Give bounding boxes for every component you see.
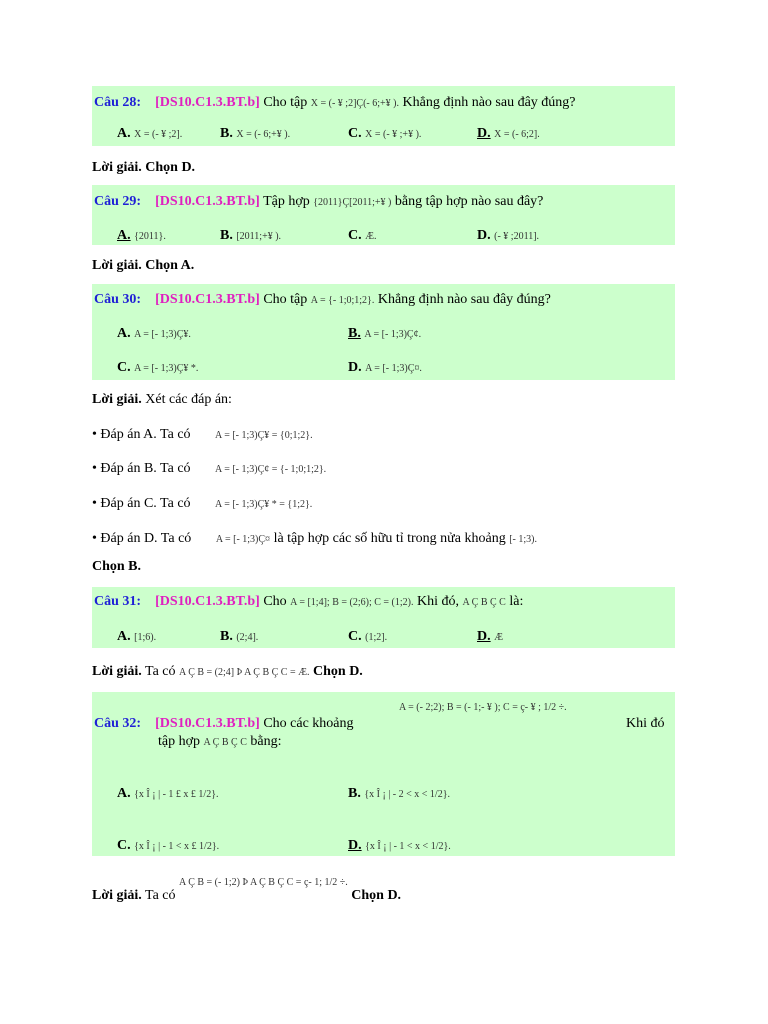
option-a-label: A.: [117, 326, 131, 341]
solution-text: Ta có: [145, 664, 176, 679]
bullet-text: • Đáp án D. Ta có: [92, 531, 192, 546]
question-code: [DS10.C1.3.BT.b]: [155, 95, 260, 110]
bullet-math: A = [- 1;3)Ç¥ = {0;1;2}.: [215, 430, 313, 441]
math-expression: A = [1;4]; B = (2;6); C = (1;2).: [290, 597, 414, 608]
question-text: bằng tập hợp nào sau đây?: [394, 194, 544, 209]
option-b-label: B.: [220, 228, 233, 243]
question-32-box: [92, 692, 675, 856]
question-29-box: [92, 185, 675, 245]
option-c-label: C.: [348, 126, 362, 141]
question-code: [DS10.C1.3.BT.b]: [155, 594, 260, 609]
bullet-text: • Đáp án B. Ta có: [92, 461, 191, 476]
option-c-label: C.: [348, 228, 362, 243]
option-c-math: Æ.: [365, 231, 377, 242]
option-c-label: C.: [348, 629, 362, 644]
bullet-d: [92, 531, 537, 547]
bullet-math: A = [- 1;3)Ç¢ = {- 1;0;1;2}.: [215, 464, 327, 475]
bullet-tail: là tập hợp các số hữu tỉ trong nửa khoảng: [273, 531, 506, 546]
option-a-math: {2011}.: [134, 231, 166, 242]
question-text: Cho các khoảng: [263, 716, 354, 731]
solution-30: [92, 392, 232, 408]
option-a-label: A.: [117, 228, 131, 243]
option-b-math: X = (- 6;+¥ ).: [236, 129, 291, 140]
option-c-math: X = (- ¥ ;+¥ ).: [365, 129, 422, 140]
question-code: [DS10.C1.3.BT.b]: [155, 194, 260, 209]
bullet-text: • Đáp án C. Ta có: [92, 496, 191, 511]
solution-label: Lời giải.: [92, 888, 142, 903]
solution-text: Xét các đáp án:: [145, 392, 232, 407]
option-b-math: A = [- 1;3)Ç¢.: [364, 329, 422, 340]
question-number: Câu 29:: [94, 194, 142, 209]
option-a-label: A.: [117, 629, 131, 644]
solution-28: Lời giải. Chọn D.: [92, 160, 196, 175]
option-d-label: D.: [348, 360, 362, 375]
option-d-label: D.: [477, 228, 491, 243]
choose-31: Chọn D.: [313, 664, 363, 679]
question-number: Câu 32:: [94, 716, 142, 731]
math-expression: X = (- ¥ ;2]Ç(- 6;+¥ ).: [310, 98, 399, 109]
option-b-math: {x Î ¡ | - 2 < x < 1/2}.: [364, 789, 450, 800]
question-text-2: tập hợp: [158, 734, 201, 749]
option-b-label: B.: [220, 629, 233, 644]
option-d-label: D.: [477, 126, 491, 141]
question-text: Tập hợp: [263, 194, 310, 209]
bullet-b: [92, 461, 326, 477]
option-b-math: (2;4].: [236, 632, 259, 643]
question-text: Cho tập: [263, 292, 308, 307]
option-d-math: (- ¥ ;2011].: [494, 231, 540, 242]
math-expression: A = (- 2;2); B = (- 1;- ¥ ); C = ç- ¥ ; 1/2 ÷.: [399, 702, 567, 713]
math-expression-2: A Ç B Ç C: [203, 737, 247, 748]
solution-29: Lời giải. Chọn A.: [92, 258, 195, 273]
option-c-math: {x Î ¡ | - 1 < x £ 1/2}.: [134, 841, 220, 852]
math-expression: A = {- 1;0;1;2}.: [310, 295, 375, 306]
question-code: [DS10.C1.3.BT.b]: [155, 716, 260, 731]
option-d-math: Æ: [494, 632, 504, 643]
option-b-label: B.: [348, 326, 361, 341]
solution-label: Lời giải.: [92, 392, 142, 407]
choose-32: Chọn D.: [351, 888, 402, 903]
option-a-math: A = [- 1;3)Ç¥.: [134, 329, 191, 340]
question-text: Khẳng định nào sau đây đúng?: [377, 292, 551, 307]
solution-text: Ta có: [145, 888, 176, 903]
option-d-math: {x Î ¡ | - 1 < x < 1/2}.: [365, 841, 451, 852]
option-c-math: (1;2].: [365, 632, 388, 643]
question-number: Câu 30:: [94, 292, 142, 307]
option-d-math: X = (- 6;2].: [494, 129, 540, 140]
option-c-label: C.: [117, 838, 131, 853]
question-text-2: là:: [509, 594, 524, 609]
bullet-c: [92, 496, 312, 512]
bullet-math-2: [- 1;3).: [509, 534, 537, 545]
math-expression-2: A Ç B Ç C: [462, 597, 506, 608]
option-a-math: [1;6).: [134, 632, 157, 643]
option-a-math: {x Î ¡ | - 1 £ x £ 1/2}.: [134, 789, 219, 800]
option-a-math: X = (- ¥ ;2].: [134, 129, 183, 140]
bullet-text: • Đáp án A. Ta có: [92, 427, 191, 442]
option-d-label: D.: [348, 838, 362, 853]
option-b-label: B.: [220, 126, 233, 141]
bullet-a: [92, 427, 313, 443]
question-30-box: [92, 284, 675, 380]
option-a-label: A.: [117, 126, 131, 141]
solution-31: [92, 664, 363, 680]
solution-32: [92, 877, 402, 904]
option-b-math: [2011;+¥ ).: [236, 231, 282, 242]
option-a-label: A.: [117, 786, 131, 801]
question-text: Khi đó: [626, 716, 665, 731]
question-number: Câu 31:: [94, 594, 142, 609]
option-d-math: A = [- 1;3)Ç¤.: [365, 363, 422, 374]
solution-math: A Ç B = (- 1;2) Þ A Ç B Ç C = ç- 1; 1/2 ÷.: [179, 877, 348, 888]
bullet-math: A = [- 1;3)Ç¤: [215, 534, 271, 545]
question-28-box: [92, 86, 675, 146]
option-c-label: C.: [117, 360, 131, 375]
question-text: Khi đó,: [416, 594, 459, 609]
question-code: [DS10.C1.3.BT.b]: [155, 292, 260, 307]
option-b-label: B.: [348, 786, 361, 801]
option-d-label: D.: [477, 629, 491, 644]
question-text-3: bằng:: [250, 734, 282, 749]
solution-label: Lời giải.: [92, 664, 142, 679]
bullet-math: A = [- 1;3)Ç¥ * = {1;2}.: [215, 499, 313, 510]
question-text: Cho: [263, 594, 287, 609]
solution-math: A Ç B = (2;4] Þ A Ç B Ç C = Æ.: [179, 667, 310, 678]
question-31-box: [92, 587, 675, 648]
choose-30: Chọn B.: [92, 559, 142, 574]
math-expression: {2011}Ç[2011;+¥ ): [313, 197, 392, 208]
question-text: Khẳng định nào sau đây đúng?: [402, 95, 576, 110]
option-c-math: A = [- 1;3)Ç¥ *.: [134, 363, 199, 374]
question-number: Câu 28:: [94, 95, 142, 110]
question-text: Cho tập: [263, 95, 308, 110]
